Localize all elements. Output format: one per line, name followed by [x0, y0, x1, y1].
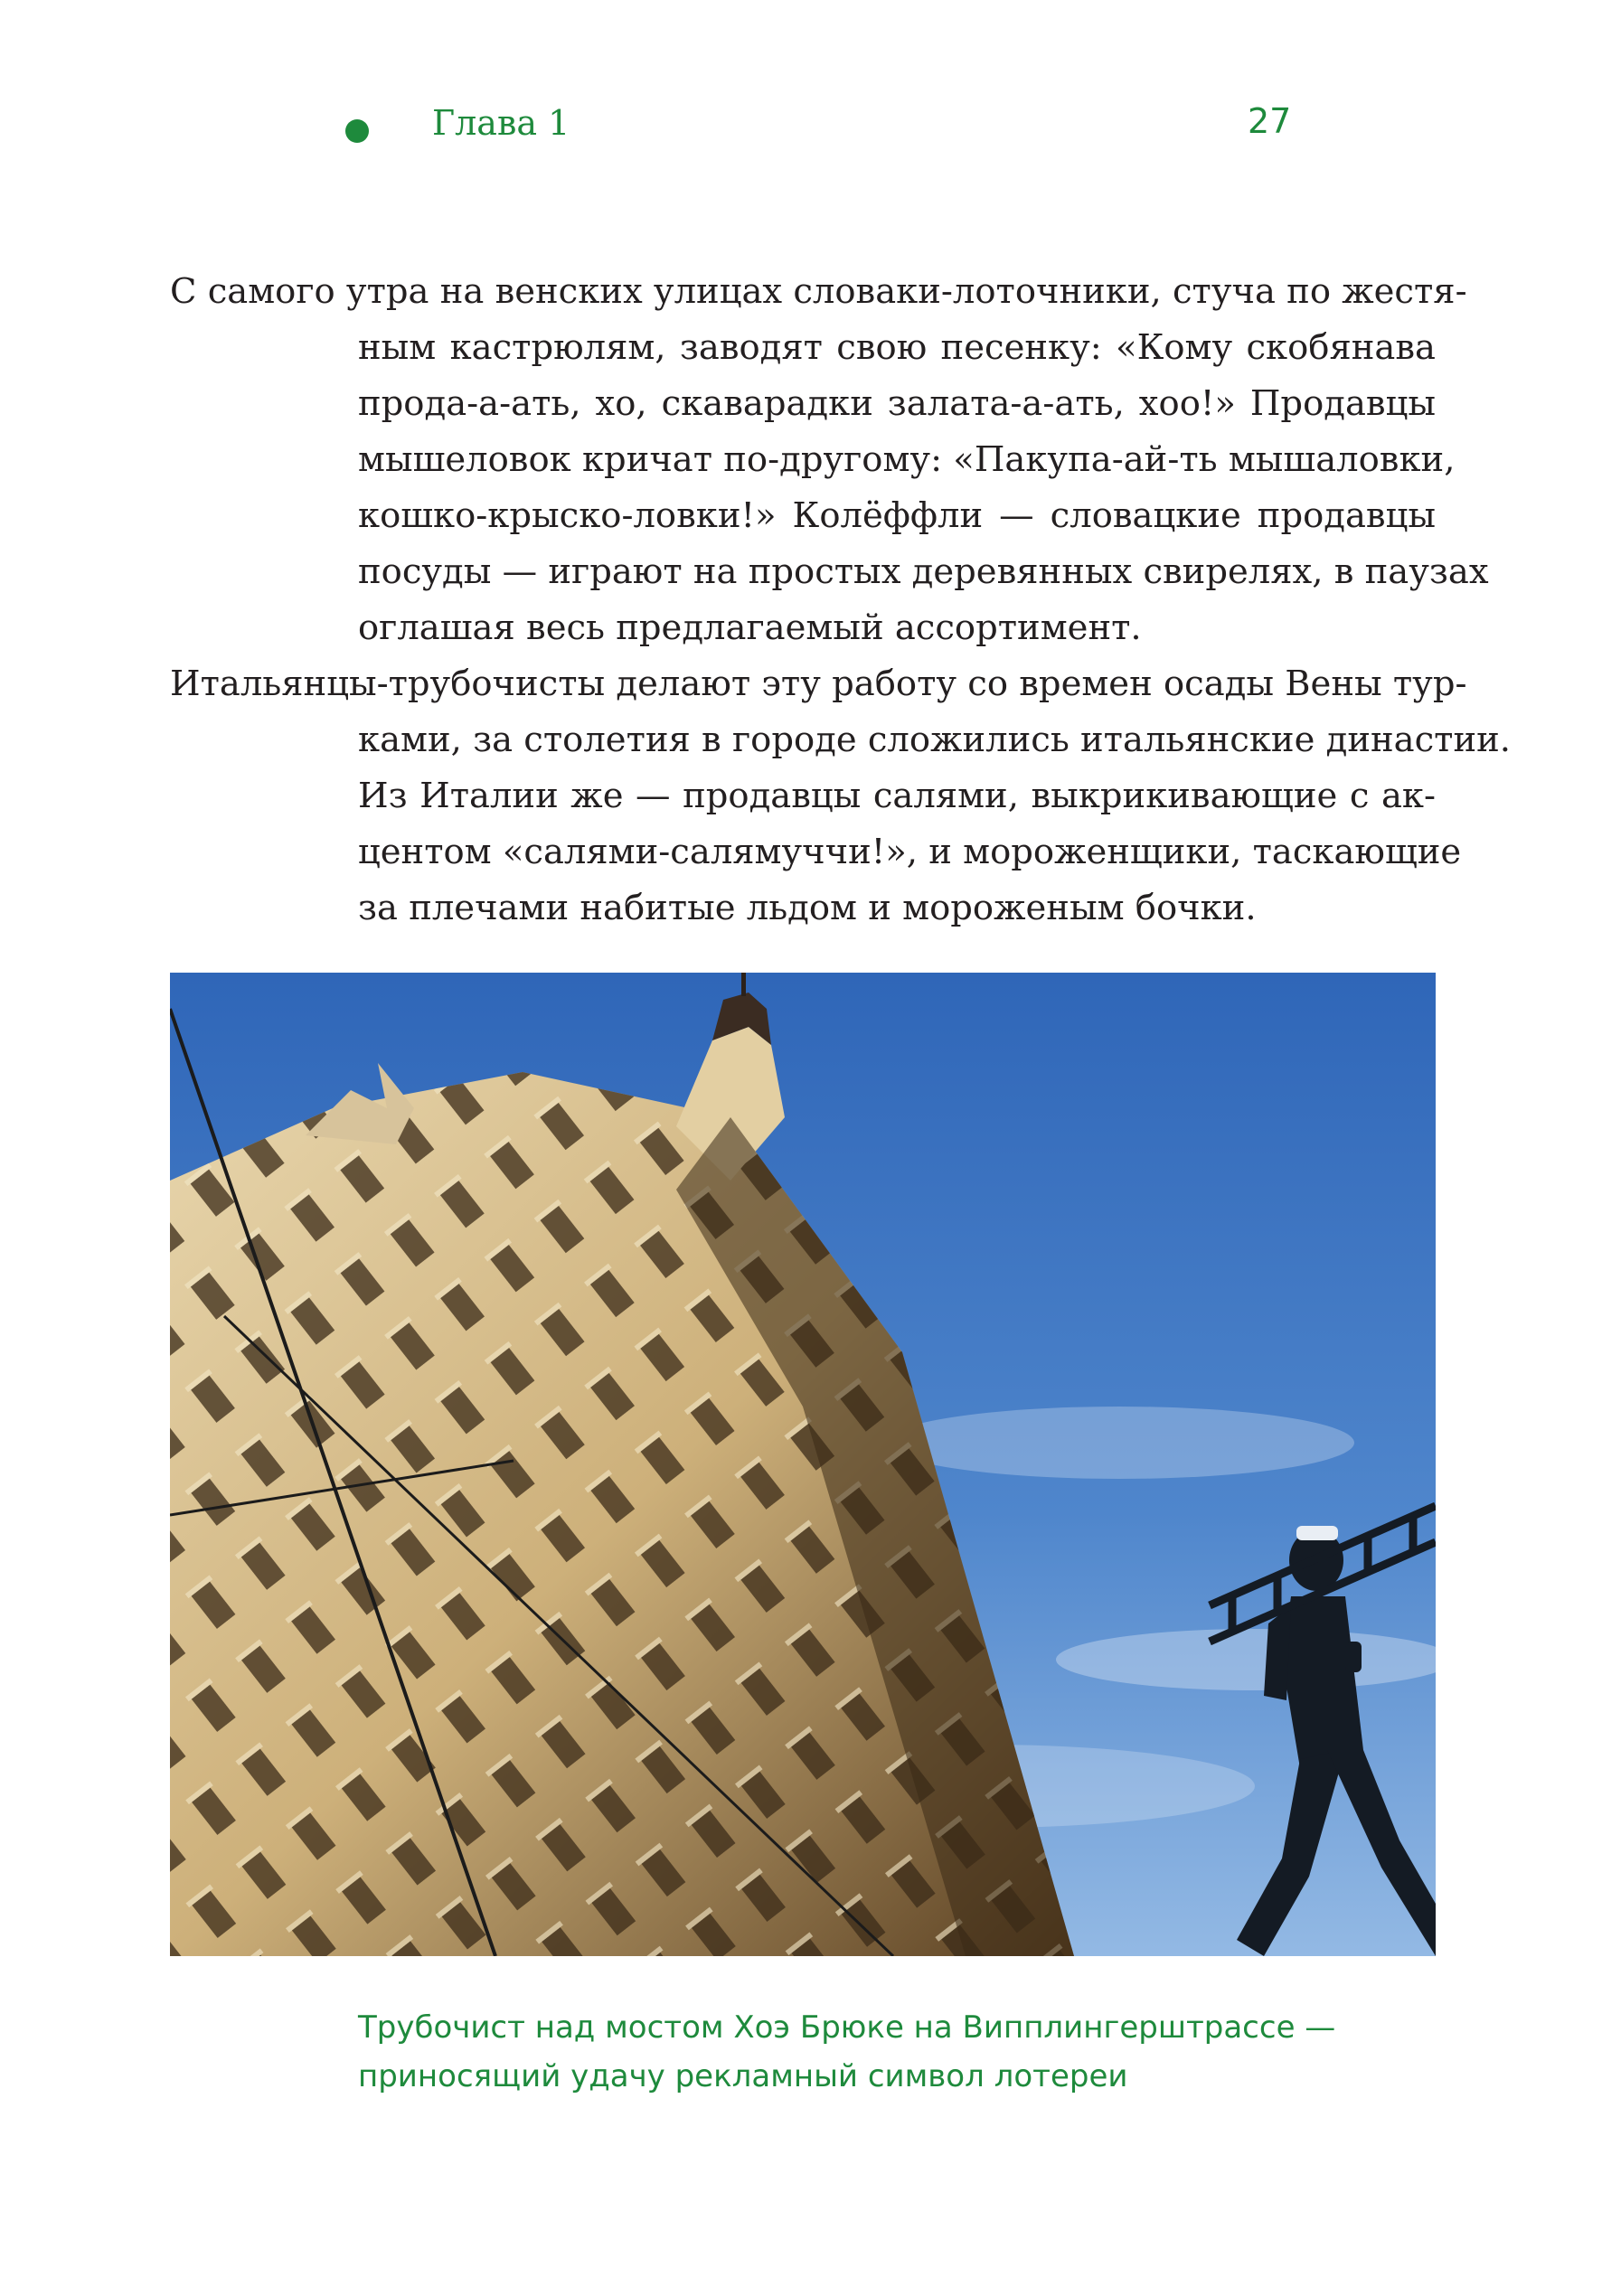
tower-spire: [741, 973, 746, 996]
photo-chimney-sweep: [170, 973, 1436, 1956]
text-line: прода-а-ать, хо, скаварадки залата-а-ать, хоо!» Продавцы: [358, 383, 1436, 424]
text-line: ками, за столетия в городе сложились итальянские династии.: [358, 720, 1512, 760]
text-line: мышеловок кричат по-другому: «Пакупа-ай-ть мышаловки,: [358, 439, 1456, 480]
text-line: посуды — играют на простых деревянных свирелях, в паузах: [358, 551, 1489, 592]
text-line: ным кастрюлям, заводят свою песенку: «Кому скобянава: [358, 327, 1436, 368]
running-header: [0, 98, 1602, 152]
cloud: [1056, 1629, 1436, 1690]
text-line: кошко-крыско-ловки!» Колёффли — словацкие продавцы: [358, 495, 1436, 536]
cloud: [884, 1407, 1354, 1479]
text-line: Из Италии же — продавцы салями, выкрикивающие с ак-: [358, 776, 1436, 816]
caption-line: приносящий удачу рекламный символ лотереи: [358, 2058, 1128, 2094]
text-line: центом «салями-салямуччи!», и мороженщики, таскающие: [358, 832, 1462, 872]
paragraph: [170, 656, 1512, 936]
chapter-title: Глава 1: [432, 103, 570, 143]
text-line: за плечами набитые льдом и мороженым бочки.: [358, 888, 1257, 928]
text-line: Итальянцы-трубочисты делают эту работу со времен осады Вены тур-: [170, 663, 1467, 704]
bullet-dot-icon: [345, 119, 369, 143]
text-line: оглашая весь предлагаемый ассортимент.: [358, 607, 1142, 648]
paragraph: [170, 264, 1489, 656]
photo-caption: [358, 2003, 1443, 2101]
caption-line: Трубочист над мостом Хоэ Брюке на Випплингерштрассе —: [358, 2009, 1336, 2046]
page-number: 27: [1248, 101, 1292, 141]
text-line: С самого утра на венских улицах словаки-лоточники, стуча по жестя-: [170, 271, 1467, 312]
body-text: [170, 264, 1512, 936]
photo-illustration: [170, 973, 1436, 1956]
